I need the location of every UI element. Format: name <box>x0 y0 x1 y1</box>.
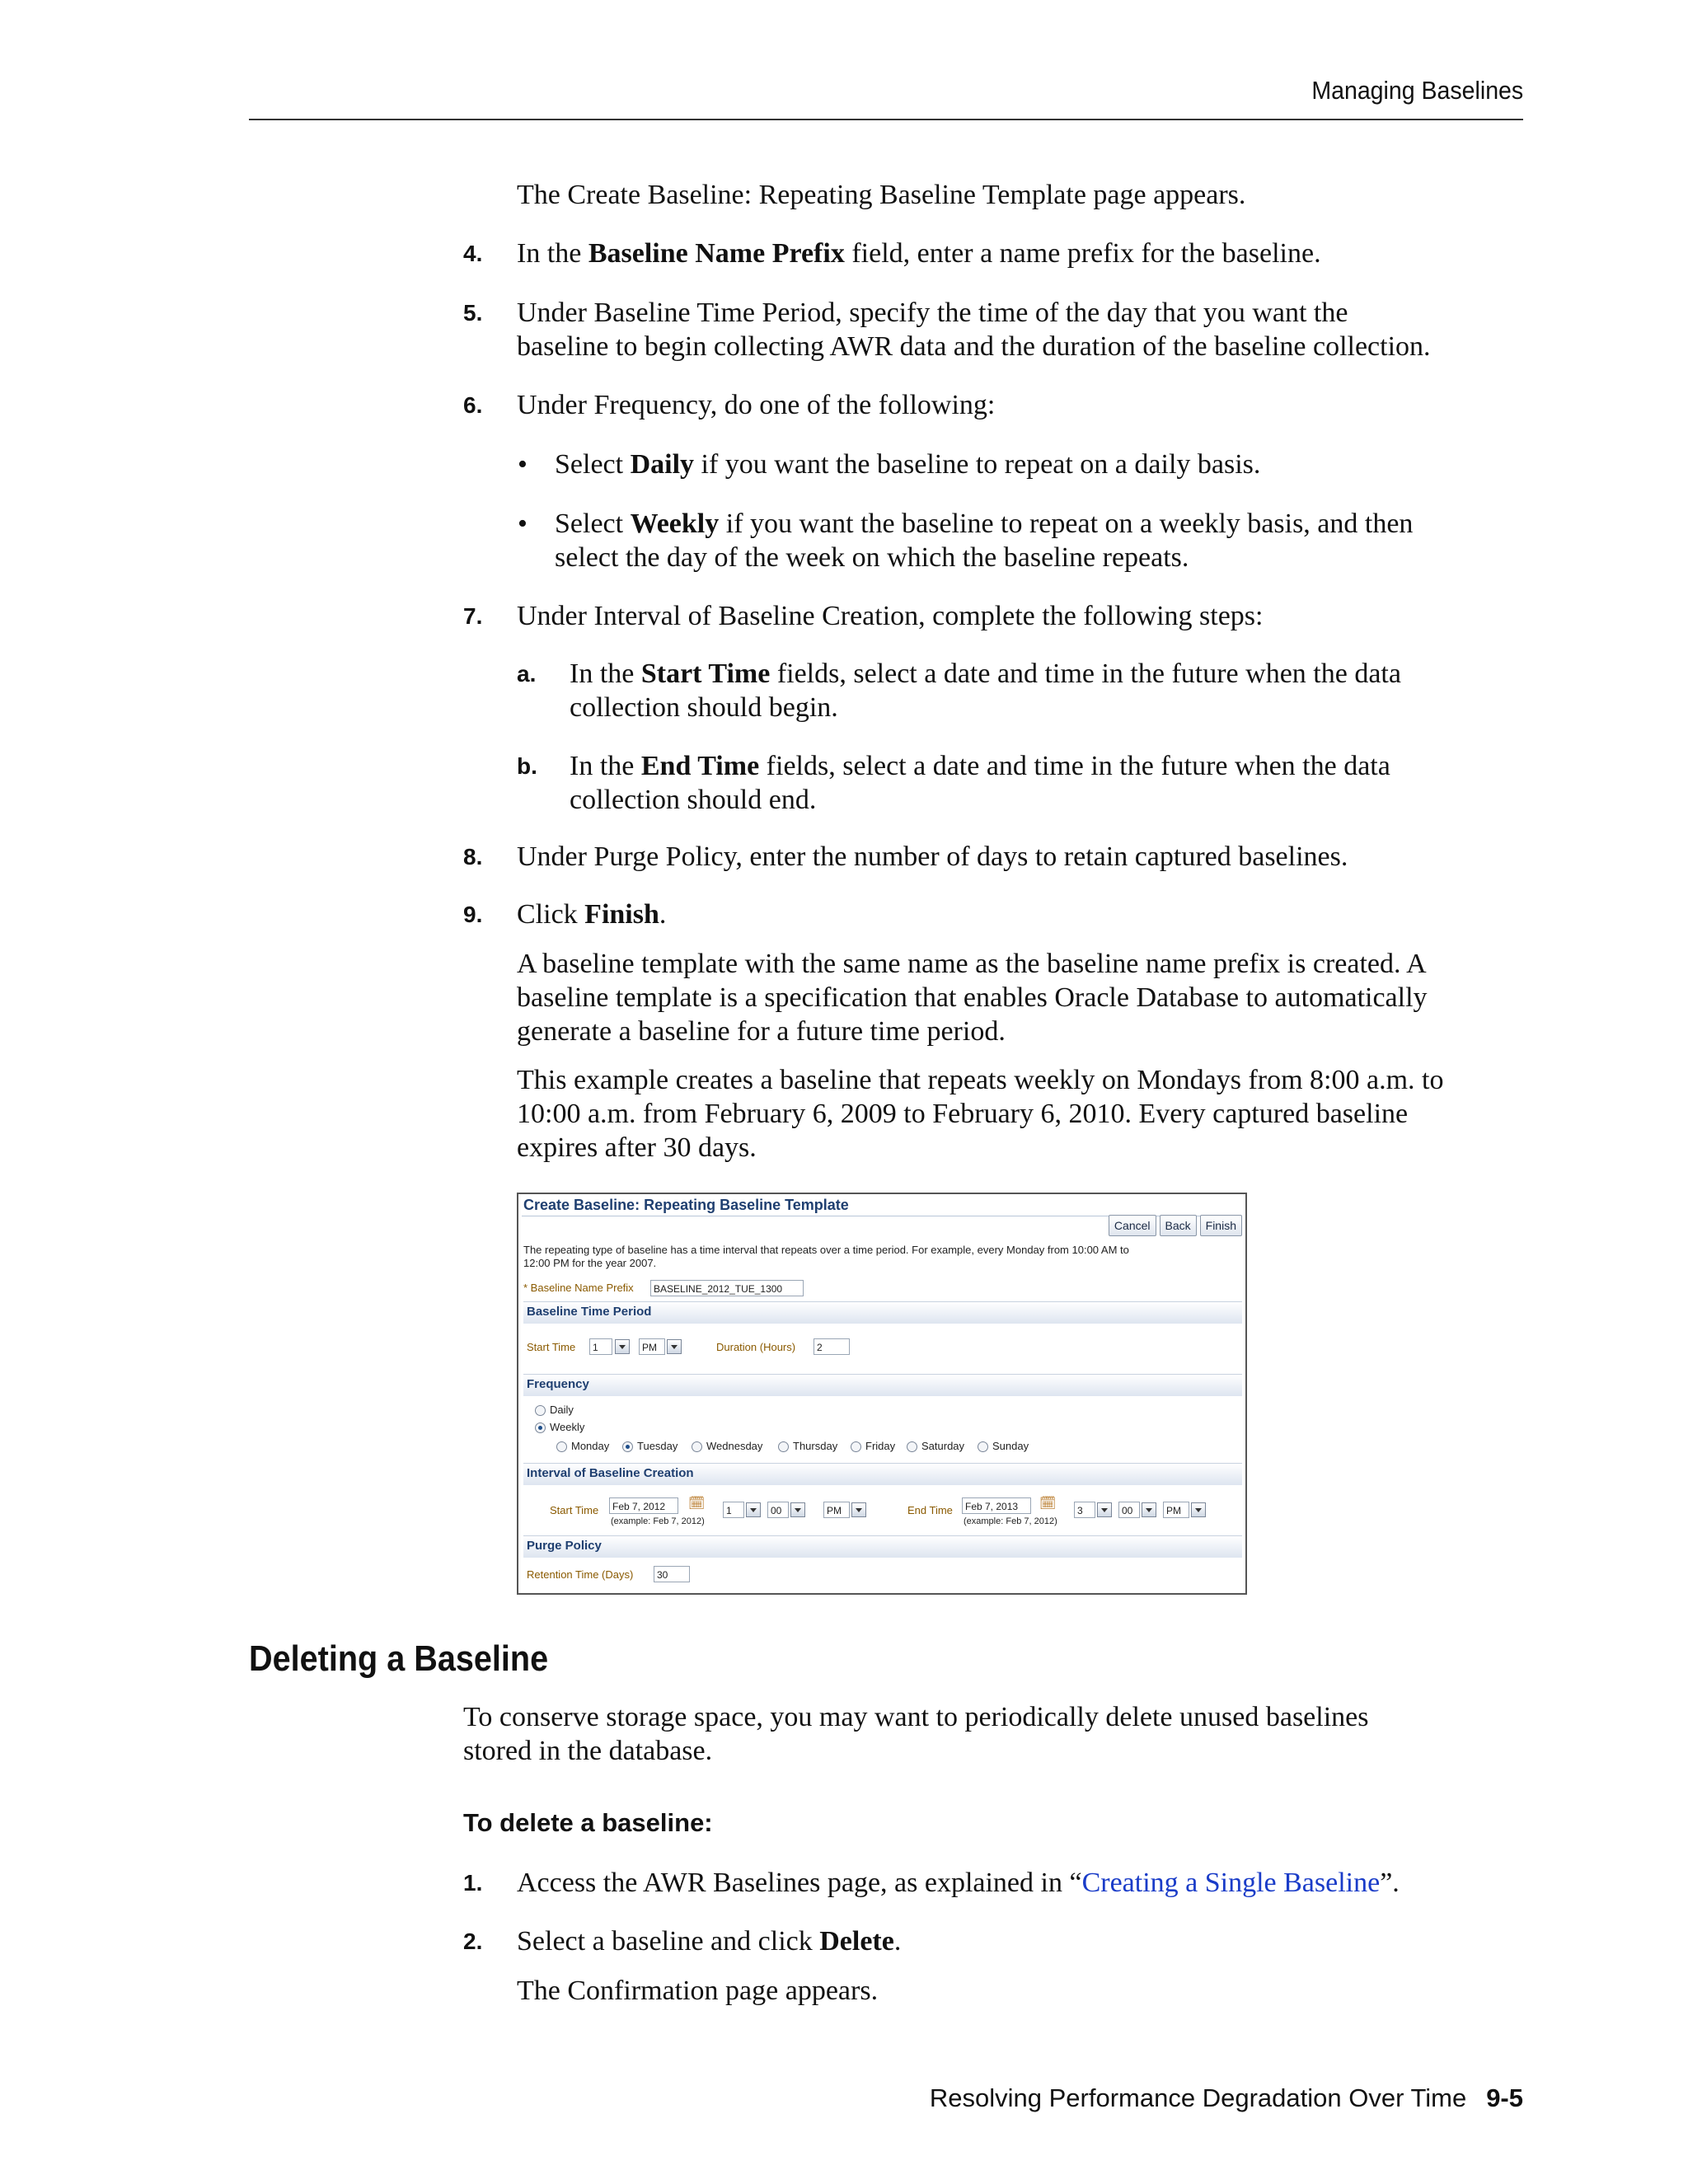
daily-radio[interactable] <box>535 1405 546 1416</box>
step-number: 5. <box>463 300 483 326</box>
interval-end-minute-select[interactable]: 00 <box>1118 1502 1140 1518</box>
day-label: Thursday <box>793 1440 838 1452</box>
step-text: Under Frequency, do one of the following: <box>517 390 996 420</box>
day-label: Monday <box>571 1440 610 1452</box>
page-number: 9-5 <box>1486 2083 1523 2112</box>
retention-time-label: Retention Time (Days) <box>527 1568 634 1581</box>
step-number: 4. <box>463 241 483 266</box>
running-header-title: Managing Baselines <box>1311 76 1523 105</box>
interval-start-date-input[interactable]: Feb 7, 2012 <box>609 1497 678 1514</box>
start-ampm-select[interactable]: PM <box>639 1338 665 1355</box>
interval-end-label: End Time <box>907 1504 953 1516</box>
interval-end-ampm-select[interactable]: PM <box>1163 1502 1189 1518</box>
start-hour-select[interactable]: 1 <box>589 1338 612 1355</box>
step-number: 1. <box>463 1870 483 1896</box>
result-paragraph: A baseline template with the same name as the baseline name prefix is created. A baseline template is a specification that enables Oracle Database to automatically generate a baseline for a future time period. <box>517 949 1428 1047</box>
date-example: (example: Feb 7, 2012) <box>611 1516 705 1526</box>
day-label: Friday <box>865 1440 896 1452</box>
chevron-down-icon[interactable] <box>1142 1502 1156 1517</box>
day-label: Saturday <box>921 1440 965 1452</box>
day-label: Wednesday <box>706 1440 763 1452</box>
start-time-label: Start Time <box>527 1341 576 1353</box>
step-number: 9. <box>463 902 483 927</box>
bullet-text: Select Daily if you want the baseline to repeat on a daily basis. <box>555 449 1261 480</box>
step-text: Select a baseline and click Delete. <box>517 1926 902 1957</box>
step-text: Access the AWR Baselines page, as explained in “Creating a Single Baseline”. <box>517 1868 1400 1898</box>
chevron-down-icon[interactable] <box>1191 1502 1206 1517</box>
tuesday-radio[interactable] <box>622 1441 633 1452</box>
screenshot-title: Create Baseline: Repeating Baseline Template <box>523 1197 849 1213</box>
wednesday-radio[interactable] <box>692 1441 702 1452</box>
procedure-heading: To delete a baseline: <box>463 1808 713 1837</box>
finish-button[interactable]: Finish <box>1200 1215 1242 1236</box>
button-bar <box>1109 1215 1242 1236</box>
section-intro: To conserve storage space, you may want to periodically delete unused baselines stored in the database. <box>463 1702 1369 1766</box>
chevron-down-icon[interactable] <box>746 1502 761 1517</box>
interval-end-hour-select[interactable]: 3 <box>1074 1502 1095 1518</box>
section-heading: Deleting a Baseline <box>249 1638 549 1679</box>
step-text: In the Baseline Name Prefix field, enter a name prefix for the baseline. <box>517 238 1321 269</box>
step-text: Under Baseline Time Period, specify the time of the day that you want the baseline to begin collecting AWR data and the duration of the baseline collection. <box>517 298 1431 362</box>
date-example: (example: Feb 7, 2012) <box>964 1516 1057 1526</box>
chevron-down-icon[interactable] <box>1097 1502 1112 1517</box>
chevron-down-icon[interactable] <box>851 1502 866 1517</box>
daily-label: Daily <box>550 1404 574 1416</box>
intro-line: The Create Baseline: Repeating Baseline Template page appears. <box>517 180 1246 210</box>
substep-text: In the End Time fields, select a date and time in the future when the data collection should end. <box>570 751 1390 815</box>
substep-letter: a. <box>517 661 537 687</box>
substep-letter: b. <box>517 753 537 779</box>
duration-label: Duration (Hours) <box>716 1341 796 1353</box>
chevron-down-icon[interactable] <box>790 1502 805 1517</box>
section-header: Frequency <box>523 1374 1242 1396</box>
example-paragraph: This example creates a baseline that repeats weekly on Mondays from 8:00 a.m. to 10:00 a.m. from February 6, 2009 to February 6, 2010. Every captured baseline expires after 30 days. <box>517 1065 1444 1163</box>
section-header: Purge Policy <box>523 1535 1242 1558</box>
day-label: Tuesday <box>637 1440 678 1452</box>
bullet-text: Select Weekly if you want the baseline to repeat on a weekly basis, and then select the day of the week on which the baseline repeats. <box>555 509 1414 573</box>
step-number: 2. <box>463 1929 483 1954</box>
interval-start-minute-select[interactable]: 00 <box>767 1502 789 1518</box>
bullet-marker: • <box>518 449 528 480</box>
chevron-down-icon[interactable] <box>615 1339 630 1354</box>
day-label: Sunday <box>992 1440 1029 1452</box>
weekly-label: Weekly <box>550 1421 585 1433</box>
interval-end-date-input[interactable]: Feb 7, 2013 <box>962 1497 1031 1514</box>
repeating-baseline-screenshot <box>517 1193 1247 1595</box>
monday-radio[interactable] <box>556 1441 567 1452</box>
running-header <box>249 71 1523 120</box>
cancel-button[interactable]: Cancel <box>1109 1215 1156 1236</box>
step-text: Click Finish. <box>517 899 667 930</box>
back-button[interactable]: Back <box>1160 1215 1197 1236</box>
step-text: Under Interval of Baseline Creation, complete the following steps: <box>517 601 1264 631</box>
duration-input[interactable]: 2 <box>814 1338 850 1355</box>
calendar-icon[interactable]: 🗓 <box>688 1497 706 1511</box>
bullet-marker: • <box>518 509 528 539</box>
retention-time-input[interactable]: 30 <box>654 1566 690 1582</box>
step-number: 8. <box>463 844 483 869</box>
baseline-name-prefix-label: * Baseline Name Prefix <box>523 1282 634 1294</box>
friday-radio[interactable] <box>851 1441 861 1452</box>
running-footer <box>930 2083 1523 2113</box>
substep-text: In the Start Time fields, select a date and time in the future when the data collection should begin. <box>570 658 1401 723</box>
thursday-radio[interactable] <box>778 1441 789 1452</box>
interval-start-ampm-select[interactable]: PM <box>823 1502 850 1518</box>
step-number: 6. <box>463 392 483 418</box>
interval-start-hour-select[interactable]: 1 <box>723 1502 744 1518</box>
confirmation-line: The Confirmation page appears. <box>517 1975 879 2006</box>
section-header: Baseline Time Period <box>523 1301 1242 1324</box>
creating-single-baseline-link[interactable]: Creating a Single Baseline <box>1081 1868 1381 1898</box>
chevron-down-icon[interactable] <box>667 1339 682 1354</box>
footer-title: Resolving Performance Degradation Over Time <box>929 2083 1467 2112</box>
screenshot-description: The repeating type of baseline has a time interval that repeats over a time period. For example, every Monday from 10:00 AM to 12:00 PM for the year 2007. <box>523 1244 1129 1269</box>
saturday-radio[interactable] <box>907 1441 917 1452</box>
interval-start-label: Start Time <box>550 1504 599 1516</box>
baseline-name-prefix-input[interactable]: BASELINE_2012_TUE_1300 <box>650 1280 804 1296</box>
step-text: Under Purge Policy, enter the number of days to retain captured baselines. <box>517 841 1348 872</box>
step-number: 7. <box>463 603 483 629</box>
sunday-radio[interactable] <box>978 1441 988 1452</box>
weekly-radio[interactable] <box>535 1422 546 1433</box>
section-header: Interval of Baseline Creation <box>523 1463 1242 1485</box>
calendar-icon[interactable]: 🗓 <box>1039 1497 1057 1511</box>
